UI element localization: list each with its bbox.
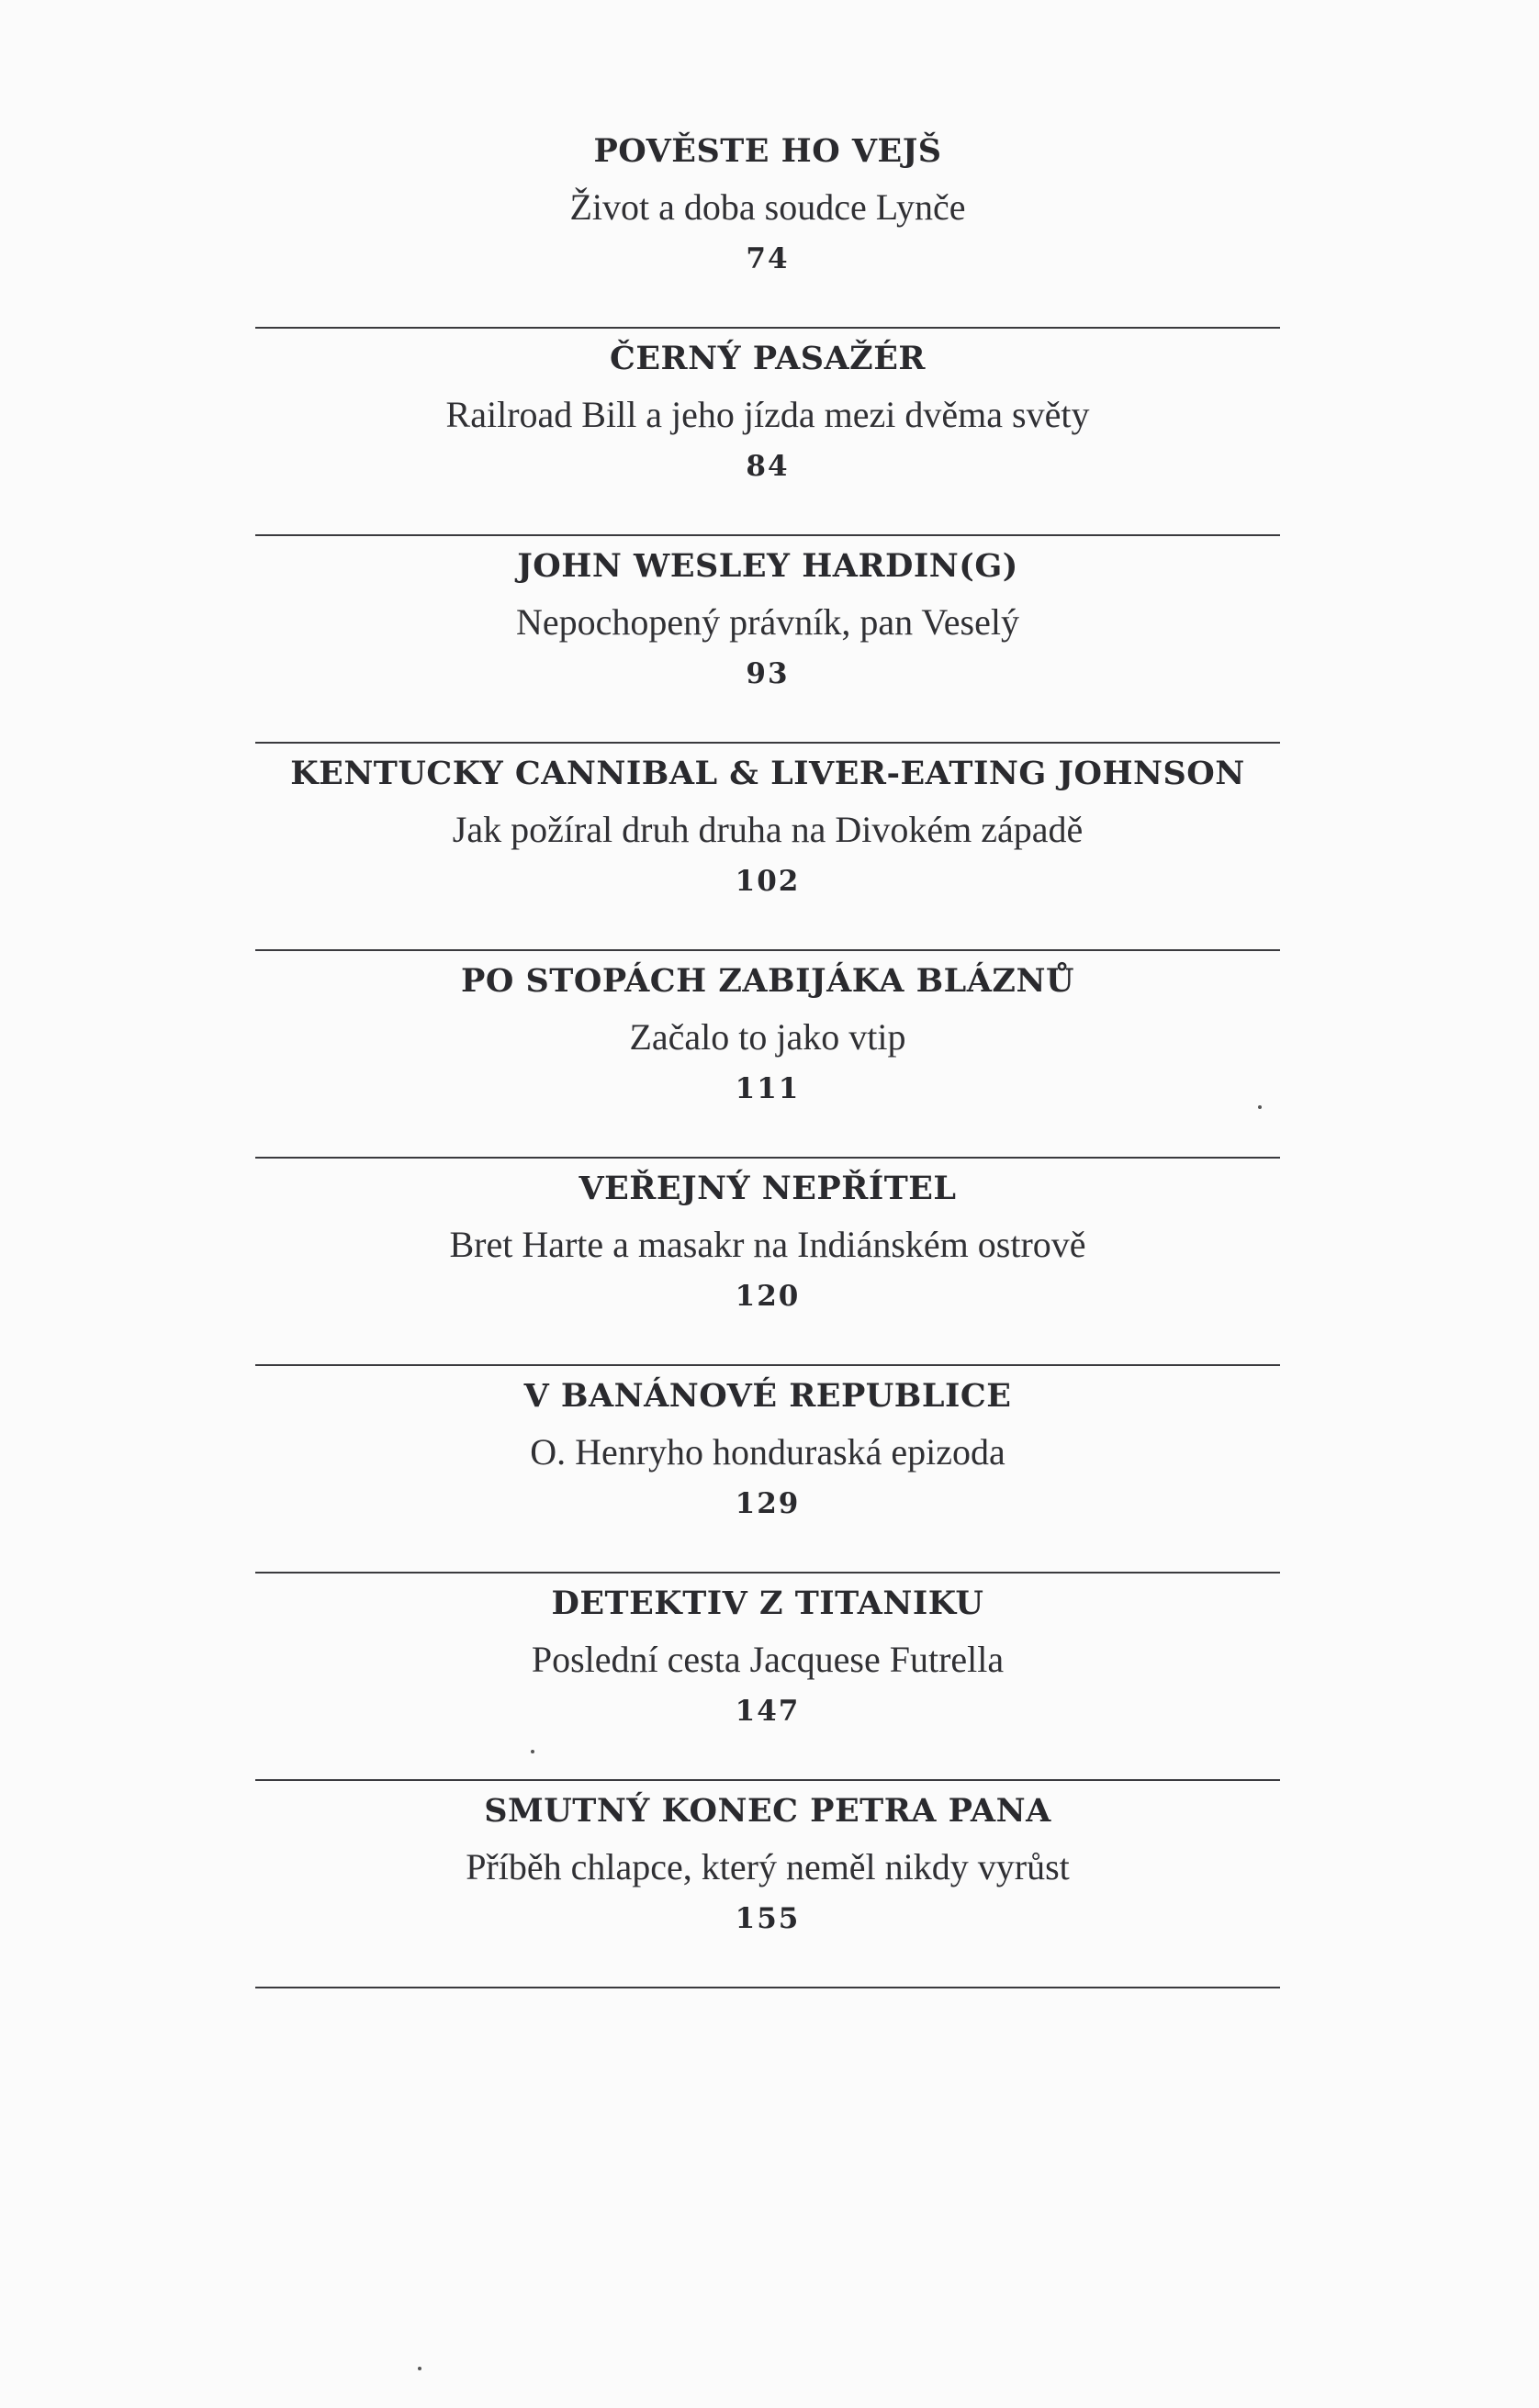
entry-page-number: 102 (735, 865, 801, 898)
entry-subtitle: Život a doba soudce Lynče (569, 186, 966, 228)
entry-title: VEŘEJNÝ NEPŘÍTEL (579, 1170, 957, 1207)
entry-title: V BANÁNOVÉ REPUBLICE (523, 1377, 1012, 1415)
entry-subtitle: Nepochopený právník, pan Veselý (515, 601, 1019, 643)
toc-entry[interactable] (255, 1159, 1280, 1366)
entry-subtitle: O. Henryho honduraská epizoda (530, 1431, 1005, 1473)
entry-page-number: 111 (735, 1072, 801, 1105)
entry-subtitle: Poslední cesta Jacquese Futrella (531, 1639, 1005, 1680)
toc-entry[interactable] (255, 951, 1280, 1159)
entry-page-number: 155 (735, 1902, 801, 1935)
toc-entry[interactable] (255, 744, 1280, 951)
paper-speck (418, 2367, 421, 2370)
entry-subtitle: Railroad Bill a jeho jízda mezi dvěma světy (445, 394, 1090, 435)
entry-subtitle: Začalo to jako vtip (629, 1016, 906, 1058)
entry-page-number: 74 (746, 242, 790, 275)
table-of-contents (255, 121, 1280, 1988)
entry-title: JOHN WESLEY HARDIN(G) (517, 547, 1018, 585)
entry-subtitle: Jak požíral druh druha na Divokém západě (452, 809, 1084, 850)
entry-subtitle: Bret Harte a masakr na Indiánském ostrově (449, 1224, 1086, 1265)
entry-page-number: 93 (746, 657, 790, 690)
entry-title: PO STOPÁCH ZABIJÁKA BLÁZNŮ (461, 962, 1074, 1000)
toc-entry[interactable] (255, 121, 1280, 329)
toc-entry[interactable] (255, 1366, 1280, 1574)
toc-entry[interactable] (255, 1574, 1280, 1781)
entry-subtitle: Příběh chlapce, který neměl nikdy vyrůst (466, 1846, 1070, 1887)
toc-entry[interactable] (255, 1781, 1280, 1988)
entry-title: SMUTNÝ KONEC PETRA PANA (484, 1792, 1051, 1830)
entry-title: POVĚSTE HO VEJŠ (593, 132, 942, 170)
paper-speck (531, 1750, 534, 1753)
toc-entry[interactable] (255, 536, 1280, 744)
paper-speck (1258, 1105, 1262, 1109)
entry-page-number: 147 (735, 1695, 801, 1728)
entry-page-number: 120 (735, 1280, 801, 1313)
entry-title: DETEKTIV Z TITANIKU (551, 1585, 984, 1622)
entry-title: ČERNÝ PASAŽÉR (610, 340, 926, 377)
toc-entry[interactable] (255, 329, 1280, 536)
entry-page-number: 129 (735, 1487, 801, 1520)
entry-page-number: 84 (746, 450, 790, 483)
entry-title: KENTUCKY CANNIBAL & LIVER-EATING JOHNSON (290, 755, 1245, 792)
